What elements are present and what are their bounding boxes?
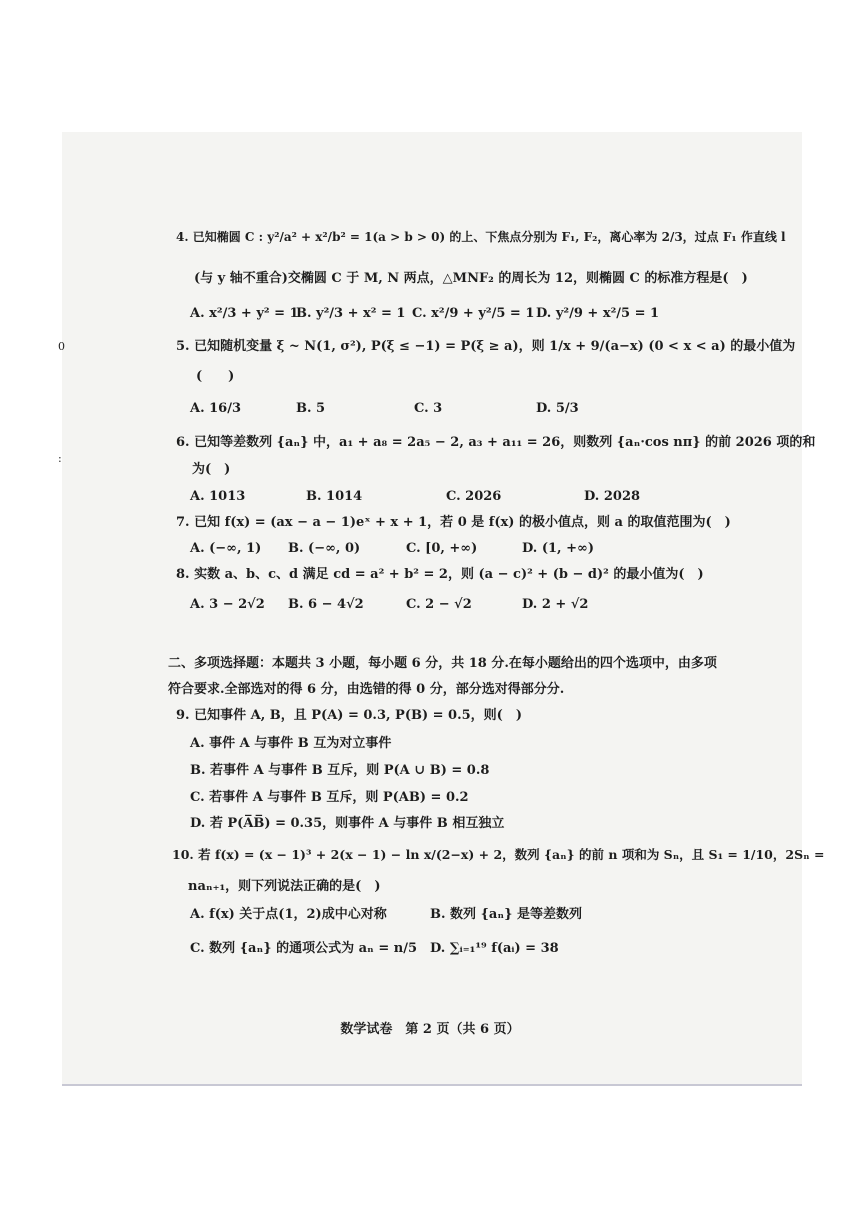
section2-heading-line2: 符合要求.全部选对的得 6 分，由选错的得 0 分，部分选对得部分分. (168, 682, 565, 697)
q9-option-c: C. 若事件 A 与事件 B 互斥，则 P(AB) = 0.2 (190, 790, 469, 805)
q5-option-d: D. 5/3 (536, 401, 579, 416)
q4-stem-line2: (与 y 轴不重合)交椭圆 C 于 M, N 两点，△MNF₂ 的周长为 12，则椭圆 C 的标准方程是( ) (194, 271, 748, 286)
q10-option-d: D. ∑ᵢ₌₁¹⁹ f(aᵢ) = 38 (430, 941, 559, 956)
q6-option-a: A. 1013 (190, 489, 246, 504)
q10-stem-line1: 10. 若 f(x) = (x − 1)³ + 2(x − 1) − ln x/(2−x) + 2，数列 {aₙ} 的前 n 项和为 Sₙ，且 S₁ = 1/10，2Sₙ = (172, 847, 825, 862)
q4-option-b: B. y²/3 + x² = 1 (296, 306, 406, 321)
q7-option-d: D. (1, +∞) (522, 541, 594, 556)
q4-option-d: D. y²/9 + x²/5 = 1 (536, 306, 660, 321)
q9-option-d: D. 若 P(A̅B̅) = 0.35，则事件 A 与事件 B 相互独立 (190, 816, 505, 831)
q6-stem-line1: 6. 已知等差数列 {aₙ} 中，a₁ + a₈ = 2a₅ − 2, a₃ + a₁₁ = 26，则数列 {aₙ·cos nπ} 的前 2026 项的和 (176, 435, 816, 450)
q6-stem-line2: 为( ) (192, 462, 231, 477)
q9-option-b: B. 若事件 A 与事件 B 互斥，则 P(A ∪ B) = 0.8 (190, 763, 490, 778)
side-mark-bottom: : (58, 452, 62, 465)
q8-option-d: D. 2 + √2 (522, 597, 589, 612)
q8-option-c: C. 2 − √2 (406, 597, 472, 612)
q10-option-a: A. f(x) 关于点(1，2)成中心对称 (190, 907, 387, 922)
q5-option-b: B. 5 (296, 401, 326, 416)
q6-option-d: D. 2028 (584, 489, 641, 504)
q5-option-c: C. 3 (414, 401, 443, 416)
q6-option-c: C. 2026 (446, 489, 502, 504)
q7-stem: 7. 已知 f(x) = (ax − a − 1)eˣ + x + 1，若 0 是 f(x) 的极小值点，则 a 的取值范围为( ) (176, 515, 731, 530)
q6-option-b: B. 1014 (306, 489, 363, 504)
q10-stem-line2: naₙ₊₁，则下列说法正确的是( ) (188, 879, 381, 894)
page-edge-divider (62, 1084, 802, 1086)
page-footer: 数学试卷 第 2 页（共 6 页） (340, 1022, 520, 1037)
section2-heading-line1: 二、多项选择题：本题共 3 小题，每小题 6 分，共 18 分.在每小题给出的四个选项中，由多项 (168, 656, 717, 671)
q7-option-a: A. (−∞, 1) (190, 541, 262, 556)
q8-stem: 8. 实数 a、b、c、d 满足 cd = a² + b² = 2，则 (a − c)² + (b − d)² 的最小值为( ) (176, 567, 704, 582)
q10-option-b: B. 数列 {aₙ} 是等差数列 (430, 907, 582, 922)
q7-option-c: C. [0, +∞) (406, 541, 478, 556)
q8-option-b: B. 6 − 4√2 (288, 597, 364, 612)
q4-option-c: C. x²/9 + y²/5 = 1 (412, 306, 535, 321)
q9-option-a: A. 事件 A 与事件 B 互为对立事件 (190, 736, 392, 751)
q7-option-b: B. (−∞, 0) (288, 541, 361, 556)
q5-stem-line2: ( ) (196, 369, 235, 384)
side-mark-top: 0 (58, 340, 65, 353)
q4-stem-line1: 4. 已知椭圆 C : y²/a² + x²/b² = 1(a > b > 0) 的上、下焦点分别为 F₁, F₂，离心率为 2/3，过点 F₁ 作直线 l (176, 230, 786, 244)
q5-stem-line1: 5. 已知随机变量 ξ ~ N(1, σ²), P(ξ ≤ −1) = P(ξ ≥ a)，则 1/x + 9/(a−x) (0 < x < a) 的最小值为 (176, 339, 796, 354)
q9-stem: 9. 已知事件 A, B，且 P(A) = 0.3, P(B) = 0.5，则( ) (176, 708, 522, 723)
q5-option-a: A. 16/3 (190, 401, 242, 416)
q4-option-a: A. x²/3 + y² = 1 (190, 306, 299, 321)
q8-option-a: A. 3 − 2√2 (190, 597, 265, 612)
q10-option-c: C. 数列 {aₙ} 的通项公式为 aₙ = n/5 (190, 941, 417, 956)
